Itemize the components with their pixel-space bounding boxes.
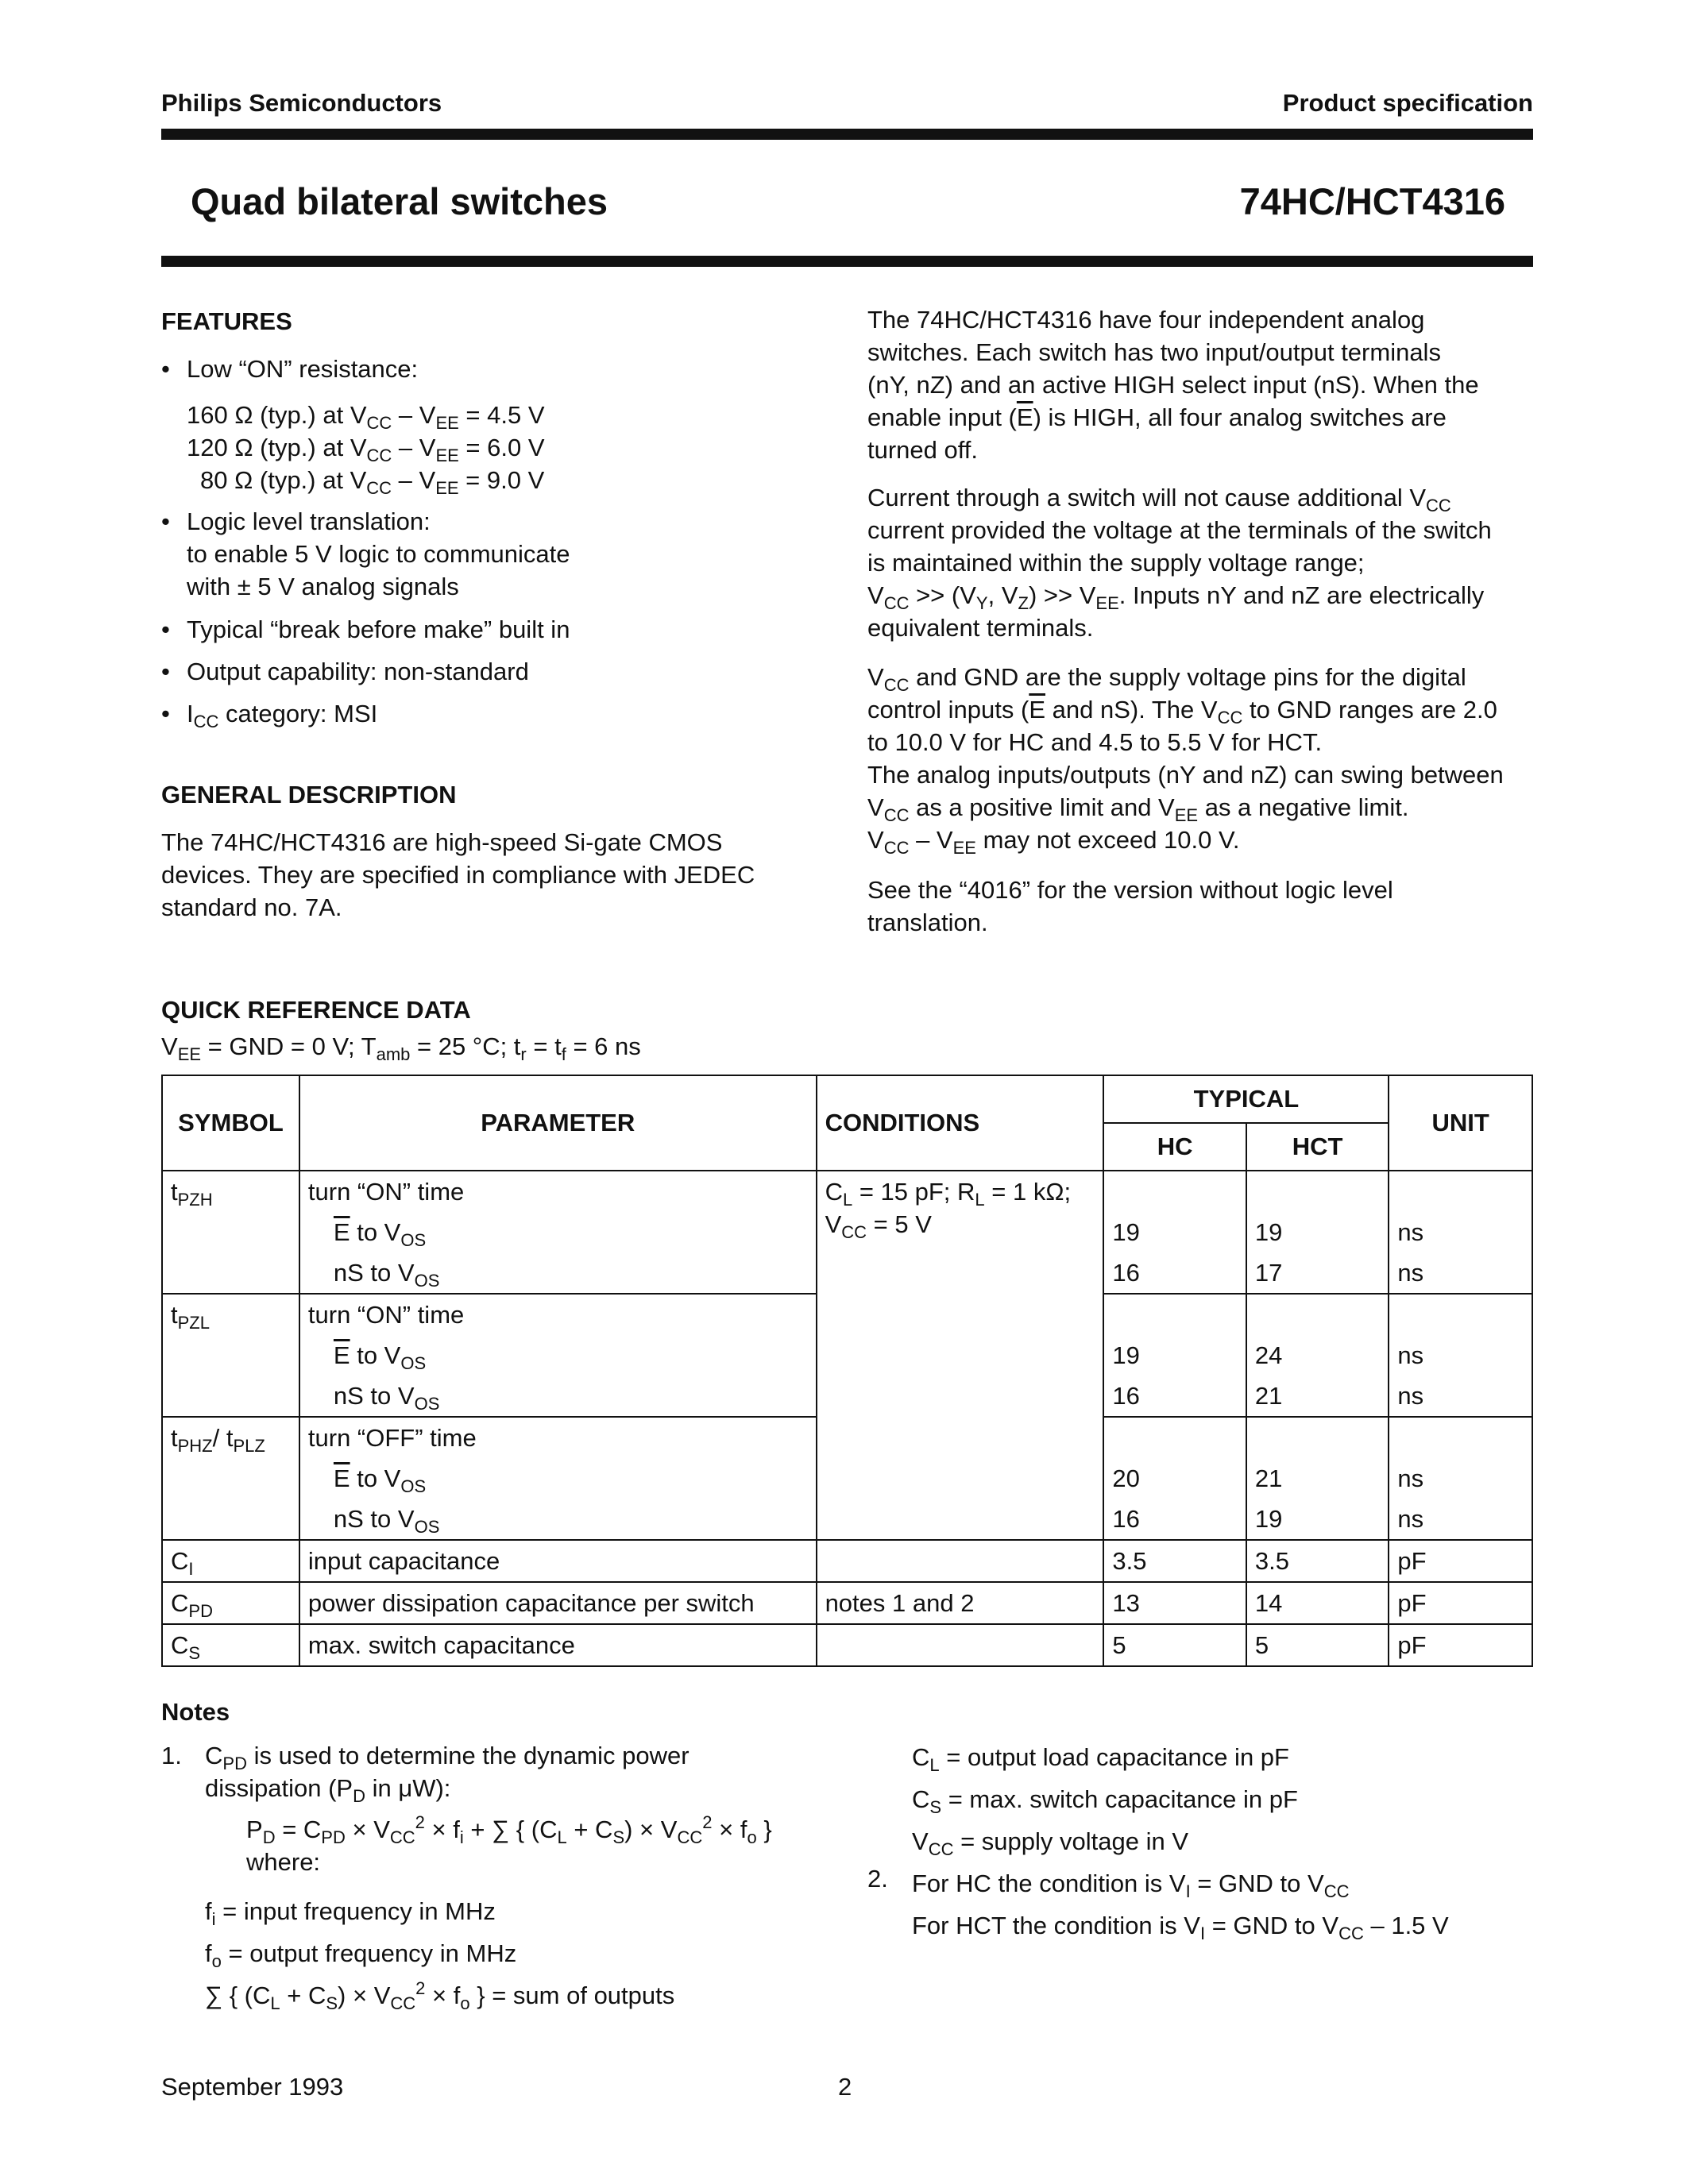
col-conditions: CONDITIONS bbox=[817, 1075, 1104, 1171]
qrd-heading: QUICK REFERENCE DATA bbox=[161, 996, 471, 1024]
col-symbol: SYMBOL bbox=[162, 1075, 299, 1171]
description-para-1: The 74HC/HCT4316 have four independent analog switches. Each switch has two input/output terminals (nY, nZ) and an active HIGH select input (nS). When the enable input $(\overline{E})$ is HIGH, all four analog switches are turned off. bbox=[867, 306, 1479, 464]
note-1-number: 1. bbox=[161, 1742, 182, 1769]
resistance-160: 160 Ω (typ.) at $V_{CC} - V_{EE} = 4.5$ V bbox=[187, 401, 545, 433]
formula-legend-left: $f_i$ = input frequency in MHz $f_o$ = output frequency in MHz ∑ { $(C_L + C_S) \times V_{CC}^2 \times f_o$ } = sum of outputs bbox=[205, 1897, 675, 2013]
features-heading: FEATURES bbox=[161, 307, 292, 335]
description-para-3: $V_{CC}$ and GND are the supply voltage pins for the digital control inputs ($\overline{E}$ and nS). The $V_{CC}$ to GND ranges are 2.0 to 10.0 V for HC and 4.5 to 5.5 V for HCT. The analog inputs/outputs (nY and nZ) can swing between $V_{CC}$ as a positive limit and $V_{EE}$ as a negative limit. $V_{CC} - V_{EE}$ may not exceed 10.0 V. bbox=[867, 663, 1504, 858]
qrd-conditions: $V_{EE}$ = GND = 0 V; $T_{amb} = 25$ °C; $t_r = t_f = 6$ ns bbox=[161, 1032, 641, 1064]
resistance-120: 120 Ω (typ.) at $V_{CC} - V_{EE} = 6.0$ V bbox=[187, 434, 545, 465]
notes-heading: Notes bbox=[161, 1698, 230, 1726]
note-2-text: For HC the condition is $V_I$ = GND to $V_{CC}$ For HCT the condition is $V_I$ = GND to $V_{CC} - 1.5$ V bbox=[912, 1870, 1449, 1943]
power-formula: $P_D = C_{PD} \times V_{CC}^2 \times f_i$ + ∑ { $(C_L + C_S) \times V_{CC}^2 \times f_o$ } where: bbox=[246, 1812, 772, 1876]
col-parameter: PARAMETER bbox=[299, 1075, 817, 1171]
table-row: $t_{PHZ}/$ $t_{PLZ}$ turn “OFF” time $\overline{E}$ to $V_{OS}$ nS to $V_{OS}$ 20 16 21 19 ns ns bbox=[162, 1417, 1532, 1540]
page-title: Quad bilateral switches bbox=[191, 180, 608, 222]
quick-reference-table bbox=[161, 1075, 1533, 1667]
page-number: 2 bbox=[838, 2073, 852, 2101]
table-row: $t_{PZH}$ turn “ON” time $\overline{E}$ to $V_{OS}$ nS to $V_{OS}$ $C_L = 15$ pF; $R_L = 1$ kΩ; $V_{CC} = 5$ V 19 16 19 17 ns ns bbox=[162, 1171, 1532, 1294]
table-row: $C_S$ max. switch capacitance 5 5 pF bbox=[162, 1624, 1532, 1666]
timing-conditions: $C_L = 15$ pF; $R_L = 1$ kΩ; $V_{CC} = 5$ V bbox=[817, 1171, 1104, 1540]
document-type: Product specification bbox=[1282, 89, 1533, 117]
header-rule-top bbox=[161, 129, 1533, 140]
col-hct: HCT bbox=[1246, 1123, 1389, 1171]
header-rule-bottom bbox=[161, 256, 1533, 267]
note-2-number: 2. bbox=[867, 1865, 888, 1893]
description-para-4: See the “4016” for the version without logic level translation. bbox=[867, 876, 1393, 936]
description-para-2: Current through a switch will not cause additional $V_{CC}$ current provided the voltage at the terminals of the switch is maintained within the supply voltage range; $V_{CC} >> (V_Y$, $V_Z) >> V_{EE}$. Inputs nY and nZ are electrically equivalent terminals. bbox=[867, 484, 1492, 642]
company-name: Philips Semiconductors bbox=[161, 89, 442, 117]
resistance-list bbox=[187, 399, 545, 496]
part-number: 74HC/HCT4316 bbox=[1239, 180, 1505, 222]
table-row: $t_{PZL}$ turn “ON” time $\overline{E}$ to $V_{OS}$ nS to $V_{OS}$ 19 16 24 21 ns ns bbox=[162, 1294, 1532, 1417]
note-1-text: $C_{PD}$ is used to determine the dynamic power dissipation ($P_D$ in μW): bbox=[205, 1742, 689, 1806]
col-hc: HC bbox=[1103, 1123, 1246, 1171]
table-row: $C_I$ input capacitance 3.5 3.5 pF bbox=[162, 1540, 1532, 1582]
col-unit: UNIT bbox=[1389, 1075, 1532, 1171]
general-description-heading: GENERAL DESCRIPTION bbox=[161, 781, 457, 808]
col-typical: TYPICAL bbox=[1103, 1075, 1389, 1123]
footer-date: September 1993 bbox=[161, 2073, 344, 2101]
formula-legend-right: $C_L$ = output load capacitance in pF $C_S = \max$. switch capacitance in pF $V_{CC}$ = supply voltage in V bbox=[912, 1743, 1298, 1859]
resistance-80: 80 Ω (typ.) at $V_{CC} - V_{EE} = 9.0$ V bbox=[200, 466, 545, 498]
table-row: $C_{PD}$ power dissipation capacitance per switch notes 1 and 2 13 14 pF bbox=[162, 1582, 1532, 1624]
bullet: • bbox=[161, 355, 170, 383]
general-description-text: The 74HC/HCT4316 are high-speed Si-gate CMOS devices. They are specified in compliance with JEDEC standard no. 7A. bbox=[161, 828, 755, 921]
